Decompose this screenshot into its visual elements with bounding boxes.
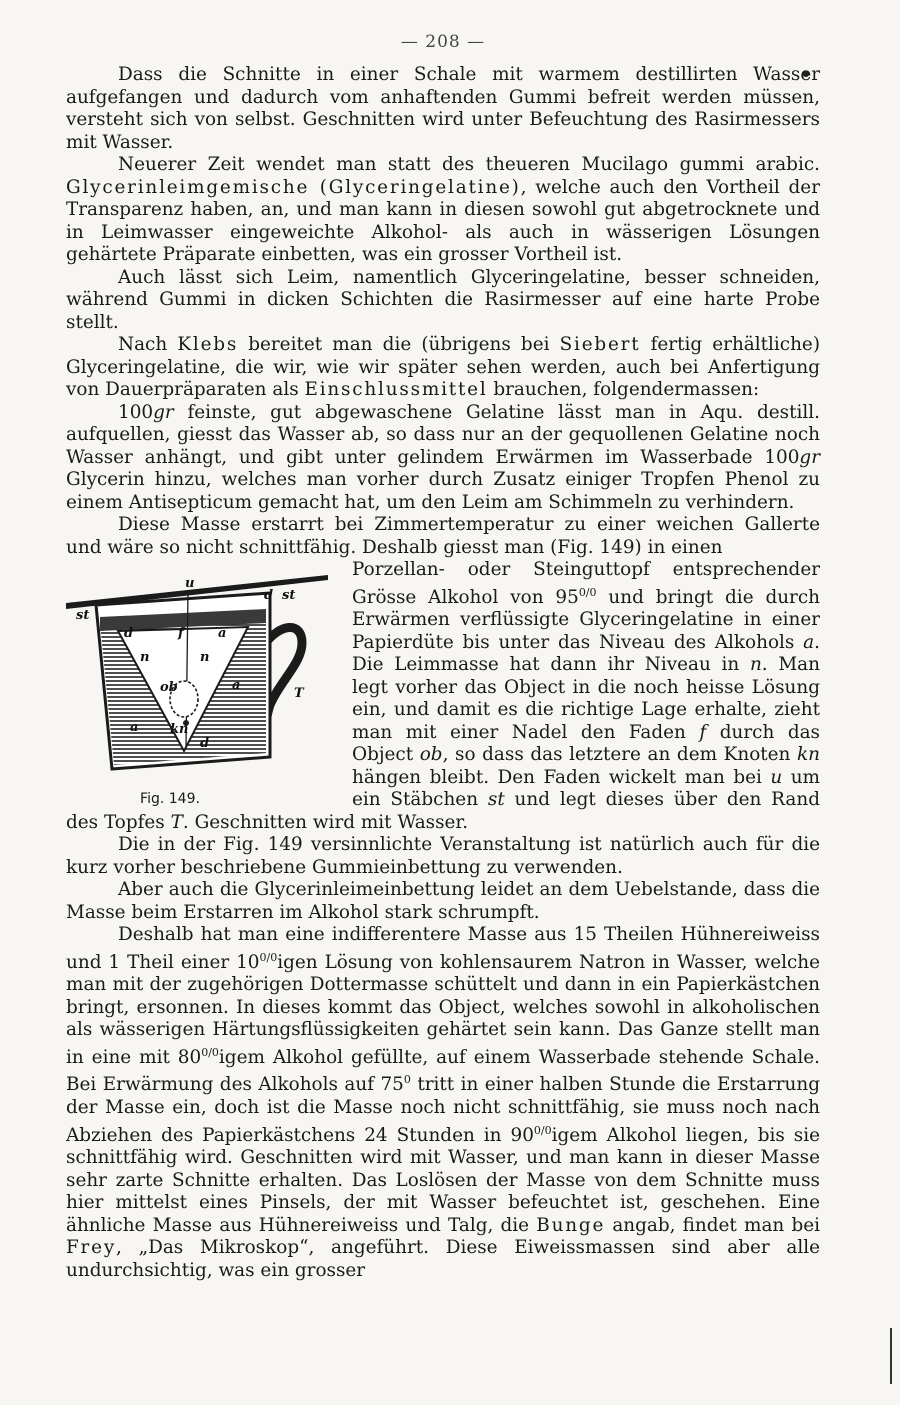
- percent-sign-2: 0/0: [259, 950, 278, 964]
- fig-text-i: und legt dieses über den Rand des Topfes: [66, 789, 820, 833]
- margin-mark: [890, 1328, 892, 1384]
- fig-text-a: Porzellan- oder Steinguttopf entsprechender Grösse Alkohol von 95: [352, 559, 820, 608]
- label-ob: ob: [160, 680, 178, 695]
- var-ob: ob: [419, 744, 443, 766]
- p4-text-d: brauchen, folgendermassen:: [487, 379, 760, 400]
- p9-text-e: igem Alkohol liegen, bis sie schnittfähig wird. Geschnitten wird mit Wasser, und man kann in dieser Masse sehr zarte Schnitte erhalten. Das Loslösen der Masse von dem Schnitte muss hier mittelst eines Pinsels, der mit Wasser befeuchtet ist, geschehen. Eine ähnliche Masse aus Hühnereiweiss und Talg, die: [66, 1124, 821, 1236]
- label-n-right: n: [200, 650, 210, 665]
- unit-gr-2: gr: [799, 446, 820, 468]
- p9-text-b: igen Lösung von kohlensaurem Natron in Wasser, welche man mit der zugehörigen Dottermasse schüttelt und dann in ein Papierkästchen bringt, ersonnen. In dieses kommt das Object, welches sowohl in alkoholischen als wässerigen Härtungsflüssigkeiten gehärtet sein kann. Das Ganze stellt man in eine mit 80: [66, 951, 820, 1068]
- amount-gelatine: 100: [118, 401, 154, 423]
- unit-gr-1: gr: [153, 401, 174, 423]
- figure-caption: Fig. 149.: [140, 791, 200, 807]
- book-page: [66, 32, 820, 1282]
- fig-text-c: . Die Leimmasse hat dann ihr Niveau in: [352, 631, 820, 676]
- label-a-bottom: a: [130, 720, 139, 735]
- figure-block: [66, 559, 820, 879]
- label-a-top: a: [218, 626, 227, 641]
- fig-text-f: , so dass das letztere an dem Knoten: [442, 744, 797, 766]
- paragraph-1: Dass die Schnitte in einer Schale mit warmem destillirten Wasser aufgefangen und dadurch vom anhaftenden Gummi befreit werden müssen, versteht sich von selbst. Geschnitten wird unter Befeuchtung des Rasirmessers mit Wasser.: [66, 64, 820, 153]
- pot-diagram: [66, 571, 328, 783]
- paragraph-8: Aber auch die Glycerinleimeinbettung leidet an dem Uebelstande, dass die Masse beim Erstarren im Alkohol stark schrumpft.: [66, 879, 820, 923]
- p5-text-b: Glycerin hinzu, welches man vorher durch Zusatz einiger Tropfen Phenol zu einem Antisepticum gemacht hat, um den Leim am Schimmeln zu verhindern.: [66, 469, 820, 513]
- paragraph-2-lead: Neuerer Zeit wendet man statt des theueren Mucilago gummi arabic.: [118, 154, 820, 175]
- einschlussmittel-term: Einschlussmittel: [304, 379, 488, 400]
- p4-text-b: bereitet man die (übrigens bei: [238, 334, 560, 355]
- amount-glycerin: 100: [764, 446, 800, 468]
- author-bunge: Bunge: [536, 1214, 606, 1236]
- fig-text-b: und bringt die durch Erwärmen verflüssigte Glyceringelatine in einer Papierdüte bis unter das Niveau des Alkohols: [352, 586, 820, 653]
- p4-text-a: Nach: [118, 334, 178, 355]
- p9-text-f: angab, findet man bei: [605, 1214, 820, 1236]
- label-a-right: a: [232, 678, 241, 693]
- var-a: a: [803, 631, 815, 653]
- label-f: f: [178, 626, 184, 641]
- p9-text-d: tritt in einer halben Stunde die Erstarrung der Masse ein, doch ist die Masse noch nicht schnittfähig, sie muss noch nach Abziehen des Papierkästchens 24 Stunden in 90: [66, 1074, 820, 1146]
- label-st-left: st: [76, 608, 90, 623]
- percent-sign-1: 0/0: [578, 585, 597, 599]
- fig-text-k: Die in der Fig. 149 versinnlichte Veranstaltung ist natürlich auch für die kurz vorher beschriebene Gummieinbettung zu verwenden.: [66, 834, 820, 878]
- p9-text-g: , „Das Mikroskop“, angeführt. Diese Eiweissmassen sind aber alle undurchsichtig, was ein grosser: [66, 1237, 820, 1281]
- label-u: u: [185, 576, 195, 591]
- label-d-top: d: [264, 588, 274, 603]
- p9-text-c: igem Alkohol gefüllte, auf einem Wasserbade stehende Schale. Bei Erwärmung des Alkohols auf 75: [66, 1046, 820, 1096]
- degree-sign: 0: [403, 1073, 411, 1087]
- fig-text-g: hängen bleibt. Den Faden wickelt man bei: [352, 766, 771, 788]
- author-klebs: Klebs: [177, 334, 239, 355]
- label-kn: kn: [170, 722, 189, 737]
- percent-sign-4: 0/0: [533, 1123, 552, 1137]
- fig-text-j: . Geschnitten wird mit Wasser.: [182, 811, 469, 833]
- fig-text-d: . Man legt vorher das Object in die noch heisse Lösung ein, und damit es die richtige Lage erhalte, zieht man mit einer Nadel den Faden: [352, 654, 820, 743]
- label-st-right: st: [282, 588, 296, 603]
- p5-text-a: feinste, gut abgewaschene Gelatine lässt man in Aqu. destill. aufquellen, giesst das Wasser ab, so dass nur an der gequollenen Gelatine noch Wasser anhängt, und gibt unter gelindem Erwärmen im Wasserbade: [66, 401, 820, 468]
- label-d-left: d: [124, 626, 134, 641]
- percent-sign-3: 0/0: [201, 1045, 219, 1059]
- glycerinleim-term: Glycerinleimgemische (Glyceringelatine): [66, 176, 521, 198]
- page-number: — 208 —: [400, 32, 486, 52]
- var-f: f: [699, 721, 707, 743]
- paragraph-9: [66, 924, 820, 1282]
- p9-text-a: Deshalb hat man eine indifferentere Masse aus 15 Theilen Hühnereiweiss und 1 Theil einer 10: [66, 924, 820, 973]
- label-T: T: [294, 686, 304, 701]
- fig-text-h: um ein Stäbchen: [352, 766, 820, 811]
- paragraph-2-rest: , welche auch den Vortheil der Transparenz haben, an, und man kann in diesen sowohl gut abgetrocknete und in Leimwasser eingeweichte Alkohol- als auch in wässerigen Lösungen gehärtete Präparate einbetten, was ein grosser Vortheil ist.: [66, 176, 820, 265]
- paragraph-3: Auch lässt sich Leim, namentlich Glyceringelatine, besser schneiden, während Gummi in dicken Schichten die Rasirmesser auf eine harte Probe stellt.: [66, 266, 820, 333]
- p4-text-c: fertig erhältliche) Glyceringelatine, die wir, wie wir später sehen werden, auch bei Anfertigung von Dauerpräparaten als: [66, 334, 820, 400]
- paragraph-6-lead: Diese Masse erstarrt bei Zimmertemperatur zu einer weichen Gallerte und wäre so nicht schnittfähig. Deshalb giesst man (Fig. 149) in einen: [66, 514, 820, 558]
- label-d-bottom: d: [200, 736, 210, 751]
- label-n-left: n: [140, 650, 150, 665]
- fig-text-e: durch das Object: [352, 721, 820, 766]
- var-u: u: [770, 766, 783, 788]
- author-siebert: Siebert: [559, 334, 641, 355]
- figure-149: [66, 571, 338, 807]
- var-kn: kn: [797, 744, 820, 766]
- paragraph-5: [66, 402, 820, 515]
- var-T: T: [170, 811, 183, 833]
- paragraph-4: [66, 334, 820, 402]
- var-n: n: [749, 654, 762, 676]
- paragraph-2: [66, 154, 820, 267]
- author-frey: Frey: [66, 1237, 117, 1259]
- var-st: st: [487, 789, 505, 811]
